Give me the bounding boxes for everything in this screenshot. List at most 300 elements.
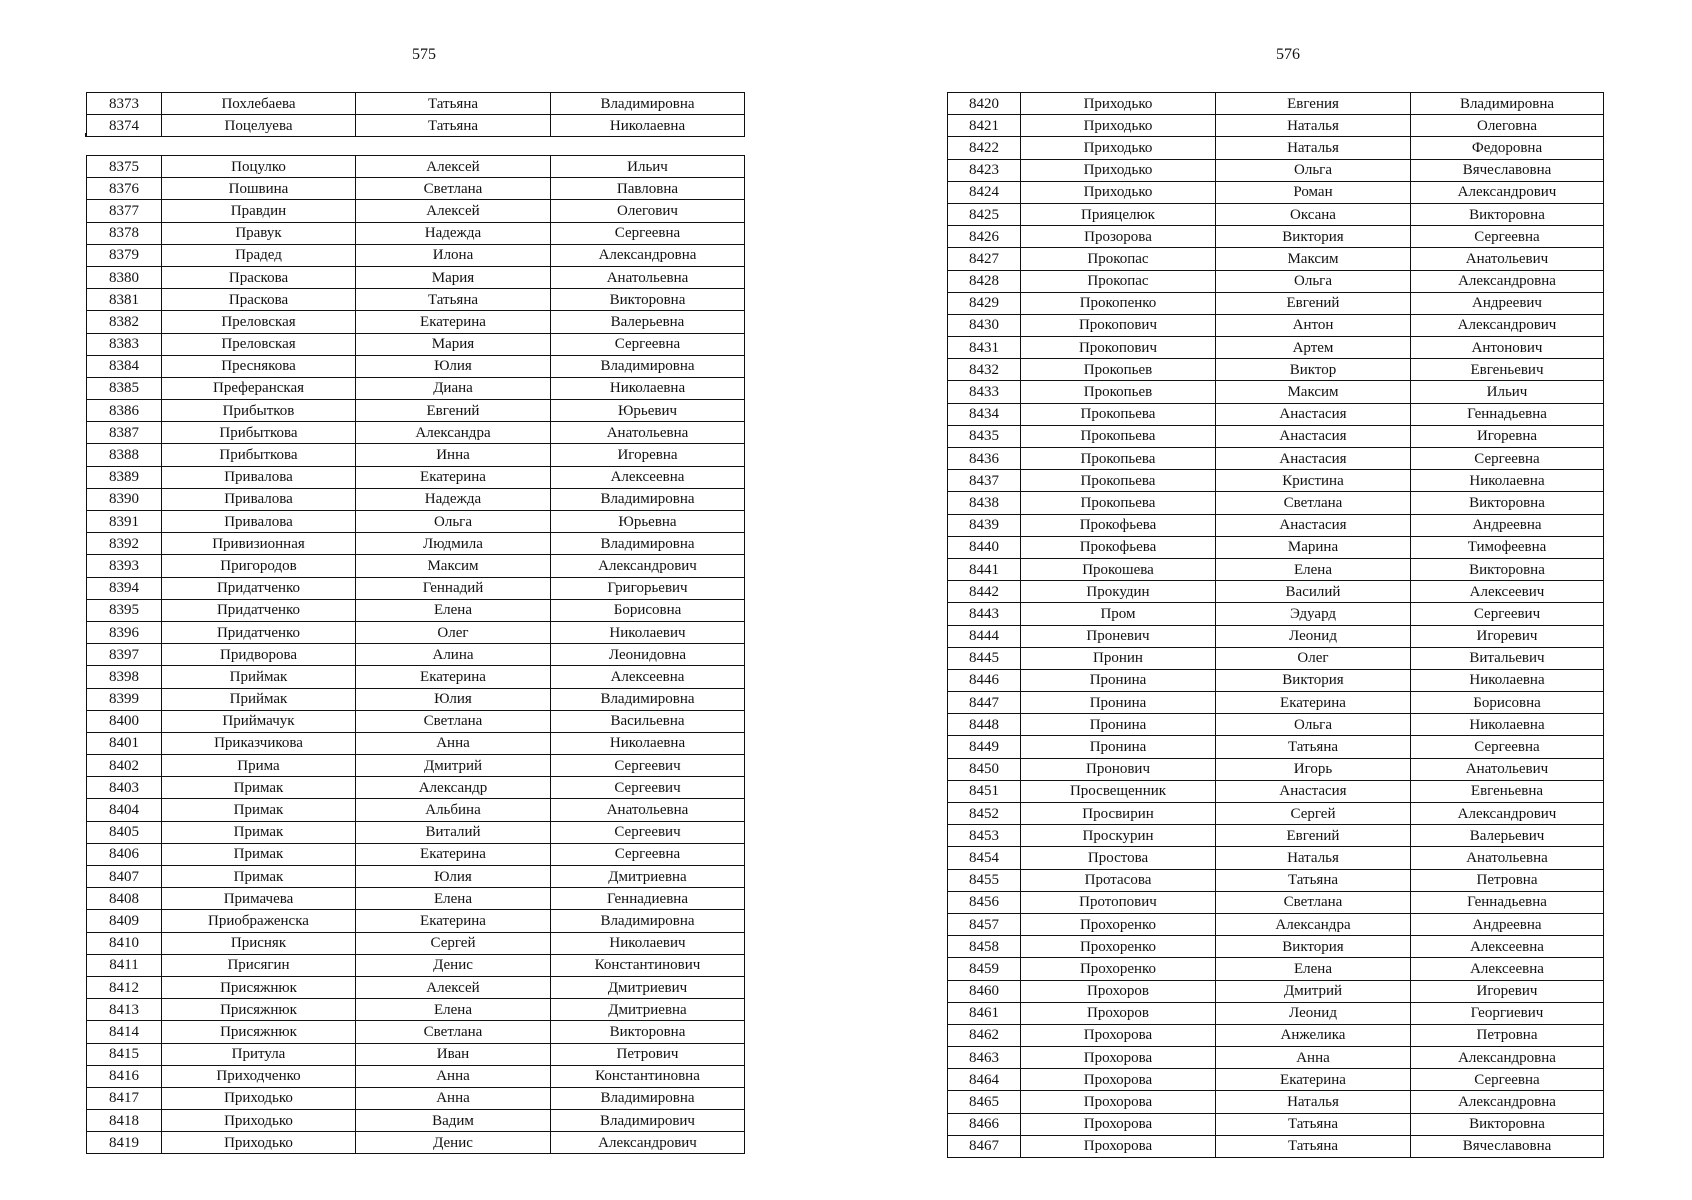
patronymic-cell: Петрович	[551, 1043, 745, 1065]
first-name-cell: Екатерина	[1216, 1069, 1411, 1091]
surname-cell: Примак	[162, 843, 356, 865]
first-name-cell: Екатерина	[356, 466, 551, 488]
record-number-cell: 8428	[948, 270, 1021, 292]
record-number-cell: 8389	[87, 466, 162, 488]
record-number-cell: 8409	[87, 910, 162, 932]
table-row	[87, 1132, 745, 1154]
record-number-cell: 8381	[87, 289, 162, 311]
surname-cell: Прибытков	[162, 400, 356, 422]
table-row	[948, 492, 1604, 514]
record-number-cell: 8393	[87, 555, 162, 577]
patronymic-cell: Владимировна	[1411, 93, 1604, 115]
patronymic-cell: Витальевич	[1411, 647, 1604, 669]
record-number-cell: 8442	[948, 581, 1021, 603]
record-number-cell: 8444	[948, 625, 1021, 647]
record-number-cell: 8386	[87, 400, 162, 422]
table-row	[948, 337, 1604, 359]
first-name-cell: Иван	[356, 1043, 551, 1065]
record-number-cell: 8421	[948, 115, 1021, 137]
first-name-cell: Олег	[356, 621, 551, 643]
first-name-cell: Алина	[356, 644, 551, 666]
record-number-cell: 8384	[87, 355, 162, 377]
table-row	[87, 999, 745, 1021]
patronymic-cell: Григорьевич	[551, 577, 745, 599]
patronymic-cell: Игоревич	[1411, 980, 1604, 1002]
table-row	[948, 714, 1604, 736]
patronymic-cell: Владимировна	[551, 93, 745, 115]
table-row	[948, 647, 1604, 669]
patronymic-cell: Константинович	[551, 954, 745, 976]
patronymic-cell: Сергеевич	[551, 755, 745, 777]
record-number-cell: 8427	[948, 248, 1021, 270]
patronymic-cell: Сергеевна	[1411, 448, 1604, 470]
table-row	[948, 1135, 1604, 1157]
table-row	[948, 359, 1604, 381]
first-name-cell: Игорь	[1216, 758, 1411, 780]
record-number-cell: 8466	[948, 1113, 1021, 1135]
surname-cell: Приймак	[162, 688, 356, 710]
surname-cell: Прокопас	[1021, 248, 1216, 270]
record-number-cell: 8420	[948, 93, 1021, 115]
surname-cell: Прокопас	[1021, 270, 1216, 292]
patronymic-cell: Антонович	[1411, 337, 1604, 359]
first-name-cell: Максим	[356, 555, 551, 577]
table-row	[948, 93, 1604, 115]
patronymic-cell: Дмитриевич	[551, 976, 745, 998]
record-number-cell: 8461	[948, 1002, 1021, 1024]
patronymic-cell: Александровна	[1411, 1091, 1604, 1113]
record-number-cell: 8430	[948, 314, 1021, 336]
record-number-cell: 8410	[87, 932, 162, 954]
table-row	[87, 289, 745, 311]
left-main-table	[86, 155, 745, 1154]
first-name-cell: Сергей	[356, 932, 551, 954]
surname-cell: Прохоренко	[1021, 936, 1216, 958]
first-name-cell: Анна	[356, 1065, 551, 1087]
record-number-cell: 8387	[87, 422, 162, 444]
record-number-cell: 8417	[87, 1087, 162, 1109]
record-number-cell: 8464	[948, 1069, 1021, 1091]
surname-cell: Протасова	[1021, 869, 1216, 891]
surname-cell: Прохоров	[1021, 1002, 1216, 1024]
table-row	[87, 599, 745, 621]
record-number-cell: 8452	[948, 803, 1021, 825]
surname-cell: Приходько	[1021, 159, 1216, 181]
surname-cell: Правук	[162, 222, 356, 244]
first-name-cell: Евгений	[1216, 292, 1411, 314]
surname-cell: Приймачук	[162, 710, 356, 732]
table-row	[948, 958, 1604, 980]
patronymic-cell: Игоревна	[1411, 425, 1604, 447]
surname-cell: Привалова	[162, 488, 356, 510]
patronymic-cell: Владимировна	[551, 1087, 745, 1109]
record-number-cell: 8451	[948, 780, 1021, 802]
surname-cell: Придатченко	[162, 599, 356, 621]
patronymic-cell: Геннадьевна	[1411, 403, 1604, 425]
surname-cell: Прокопьева	[1021, 448, 1216, 470]
record-number-cell: 8413	[87, 999, 162, 1021]
patronymic-cell: Геннадьевна	[1411, 891, 1604, 913]
patronymic-cell: Владимирович	[551, 1110, 745, 1132]
patronymic-cell: Анатольевна	[551, 266, 745, 288]
patronymic-cell: Николаевич	[551, 621, 745, 643]
surname-cell: Прохорова	[1021, 1024, 1216, 1046]
table-row	[87, 910, 745, 932]
patronymic-cell: Владимировна	[551, 910, 745, 932]
record-number-cell: 8416	[87, 1065, 162, 1087]
first-name-cell: Надежда	[356, 488, 551, 510]
surname-cell: Придворова	[162, 644, 356, 666]
patronymic-cell: Александрович	[1411, 314, 1604, 336]
patronymic-cell: Васильевна	[551, 710, 745, 732]
table-row	[87, 178, 745, 200]
record-number-cell: 8431	[948, 337, 1021, 359]
table-row	[948, 470, 1604, 492]
patronymic-cell: Сергеевна	[1411, 736, 1604, 758]
first-name-cell: Виталий	[356, 821, 551, 843]
surname-cell: Прокофьева	[1021, 536, 1216, 558]
record-number-cell: 8388	[87, 444, 162, 466]
record-number-cell: 8463	[948, 1047, 1021, 1069]
record-number-cell: 8403	[87, 777, 162, 799]
first-name-cell: Евгений	[356, 400, 551, 422]
surname-cell: Присяжнюк	[162, 999, 356, 1021]
patronymic-cell: Викторовна	[1411, 558, 1604, 580]
record-number-cell: 8439	[948, 514, 1021, 536]
first-name-cell: Анастасия	[1216, 403, 1411, 425]
patronymic-cell: Николаевна	[1411, 669, 1604, 691]
record-number-cell: 8375	[87, 156, 162, 178]
table-row	[948, 847, 1604, 869]
record-number-cell: 8394	[87, 577, 162, 599]
first-name-cell: Кристина	[1216, 470, 1411, 492]
record-number-cell: 8424	[948, 181, 1021, 203]
first-name-cell: Алексей	[356, 156, 551, 178]
table-row	[948, 558, 1604, 580]
surname-cell: Придатченко	[162, 621, 356, 643]
first-name-cell: Инна	[356, 444, 551, 466]
table-row	[948, 115, 1604, 137]
patronymic-cell: Александрович	[551, 1132, 745, 1154]
table-row	[87, 377, 745, 399]
record-number-cell: 8414	[87, 1021, 162, 1043]
patronymic-cell: Тимофеевна	[1411, 536, 1604, 558]
table-row	[87, 200, 745, 222]
table-row	[87, 422, 745, 444]
patronymic-cell: Юрьевна	[551, 511, 745, 533]
surname-cell: Праскова	[162, 289, 356, 311]
patronymic-cell: Александровна	[1411, 270, 1604, 292]
first-name-cell: Юлия	[356, 866, 551, 888]
first-name-cell: Елена	[1216, 958, 1411, 980]
patronymic-cell: Викторовна	[551, 289, 745, 311]
first-name-cell: Мария	[356, 266, 551, 288]
record-number-cell: 8432	[948, 359, 1021, 381]
record-number-cell: 8380	[87, 266, 162, 288]
record-number-cell: 8462	[948, 1024, 1021, 1046]
patronymic-cell: Александровна	[551, 244, 745, 266]
surname-cell: Прокопьева	[1021, 425, 1216, 447]
patronymic-cell: Евгеньевич	[1411, 359, 1604, 381]
patronymic-cell: Анатольевна	[551, 799, 745, 821]
table-row	[87, 156, 745, 178]
surname-cell: Прокофьева	[1021, 514, 1216, 536]
first-name-cell: Наталья	[1216, 137, 1411, 159]
surname-cell: Привалова	[162, 466, 356, 488]
record-number-cell: 8377	[87, 200, 162, 222]
first-name-cell: Светлана	[356, 710, 551, 732]
first-name-cell: Ольга	[1216, 714, 1411, 736]
patronymic-cell: Анатольевна	[1411, 847, 1604, 869]
table-row	[87, 888, 745, 910]
first-name-cell: Юлия	[356, 688, 551, 710]
first-name-cell: Наталья	[1216, 847, 1411, 869]
table-row	[948, 736, 1604, 758]
surname-cell: Прохоров	[1021, 980, 1216, 1002]
first-name-cell: Анастасия	[1216, 448, 1411, 470]
patronymic-cell: Андреевич	[1411, 292, 1604, 314]
patronymic-cell: Олегович	[551, 200, 745, 222]
first-name-cell: Анастасия	[1216, 780, 1411, 802]
record-number-cell: 8454	[948, 847, 1021, 869]
surname-cell: Пригородов	[162, 555, 356, 577]
first-name-cell: Анна	[356, 1087, 551, 1109]
first-name-cell: Татьяна	[356, 115, 551, 137]
table-row	[87, 843, 745, 865]
patronymic-cell: Александрович	[551, 555, 745, 577]
table-row	[87, 866, 745, 888]
surname-cell: Прияцелюк	[1021, 203, 1216, 225]
table-row	[87, 777, 745, 799]
surname-cell: Примак	[162, 777, 356, 799]
record-number-cell: 8398	[87, 666, 162, 688]
first-name-cell: Максим	[1216, 248, 1411, 270]
first-name-cell: Илона	[356, 244, 551, 266]
first-name-cell: Татьяна	[356, 289, 551, 311]
table-row	[948, 669, 1604, 691]
record-number-cell: 8438	[948, 492, 1021, 514]
first-name-cell: Алексей	[356, 200, 551, 222]
table-row	[87, 644, 745, 666]
table-row	[948, 758, 1604, 780]
first-name-cell: Анжелика	[1216, 1024, 1411, 1046]
first-name-cell: Екатерина	[356, 666, 551, 688]
surname-cell: Пронин	[1021, 647, 1216, 669]
table-row	[87, 333, 745, 355]
record-number-cell: 8449	[948, 736, 1021, 758]
surname-cell: Приходько	[162, 1087, 356, 1109]
patronymic-cell: Николаевна	[1411, 470, 1604, 492]
table-row	[87, 266, 745, 288]
record-number-cell: 8448	[948, 714, 1021, 736]
patronymic-cell: Алексеевна	[1411, 958, 1604, 980]
record-number-cell: 8423	[948, 159, 1021, 181]
first-name-cell: Татьяна	[1216, 1135, 1411, 1157]
surname-cell: Проневич	[1021, 625, 1216, 647]
surname-cell: Приходько	[162, 1132, 356, 1154]
first-name-cell: Эдуард	[1216, 603, 1411, 625]
record-number-cell: 8429	[948, 292, 1021, 314]
first-name-cell: Екатерина	[356, 910, 551, 932]
record-number-cell: 8459	[948, 958, 1021, 980]
surname-cell: Примак	[162, 799, 356, 821]
table-row	[948, 1091, 1604, 1113]
record-number-cell: 8379	[87, 244, 162, 266]
table-row	[87, 1021, 745, 1043]
surname-cell: Придатченко	[162, 577, 356, 599]
record-number-cell: 8446	[948, 669, 1021, 691]
record-number-cell: 8465	[948, 1091, 1021, 1113]
table-row	[948, 403, 1604, 425]
record-number-cell: 8385	[87, 377, 162, 399]
surname-cell: Присняк	[162, 932, 356, 954]
table-row	[87, 555, 745, 577]
patronymic-cell: Валерьевич	[1411, 825, 1604, 847]
patronymic-cell: Андреевна	[1411, 514, 1604, 536]
table-row	[87, 666, 745, 688]
patronymic-cell: Евгеньевна	[1411, 780, 1604, 802]
patronymic-cell: Сергеевич	[1411, 603, 1604, 625]
record-number-cell: 8436	[948, 448, 1021, 470]
table-row	[948, 514, 1604, 536]
first-name-cell: Антон	[1216, 314, 1411, 336]
first-name-cell: Олег	[1216, 647, 1411, 669]
first-name-cell: Виктория	[1216, 936, 1411, 958]
patronymic-cell: Николаевна	[551, 732, 745, 754]
table-row	[948, 913, 1604, 935]
surname-cell: Пром	[1021, 603, 1216, 625]
first-name-cell: Людмила	[356, 533, 551, 555]
record-number-cell: 8373	[87, 93, 162, 115]
surname-cell: Приходько	[1021, 93, 1216, 115]
table-row	[87, 533, 745, 555]
table-row	[87, 1065, 745, 1087]
patronymic-cell: Николаевна	[551, 377, 745, 399]
table-row	[87, 1110, 745, 1132]
first-name-cell: Алексей	[356, 976, 551, 998]
table-row	[948, 137, 1604, 159]
page-number-left: 575	[412, 46, 436, 63]
surname-cell: Прокопович	[1021, 314, 1216, 336]
record-number-cell: 8399	[87, 688, 162, 710]
first-name-cell: Денис	[356, 954, 551, 976]
surname-cell: Примачева	[162, 888, 356, 910]
surname-cell: Привалова	[162, 511, 356, 533]
surname-cell: Приходько	[162, 1110, 356, 1132]
patronymic-cell: Вячеславовна	[1411, 1135, 1604, 1157]
surname-cell: Прохорова	[1021, 1113, 1216, 1135]
first-name-cell: Екатерина	[356, 843, 551, 865]
table-row	[87, 932, 745, 954]
record-number-cell: 8419	[87, 1132, 162, 1154]
patronymic-cell: Вячеславовна	[1411, 159, 1604, 181]
surname-cell: Прокопьев	[1021, 359, 1216, 381]
surname-cell: Преснякова	[162, 355, 356, 377]
table-row	[948, 314, 1604, 336]
surname-cell: Прохорова	[1021, 1135, 1216, 1157]
first-name-cell: Надежда	[356, 222, 551, 244]
first-name-cell: Геннадий	[356, 577, 551, 599]
surname-cell: Прокопьев	[1021, 381, 1216, 403]
first-name-cell: Наталья	[1216, 115, 1411, 137]
left-top-table	[86, 92, 745, 137]
table-row	[948, 581, 1604, 603]
first-name-cell: Александра	[356, 422, 551, 444]
surname-cell: Присягин	[162, 954, 356, 976]
table-row	[948, 181, 1604, 203]
patronymic-cell: Геннадиевна	[551, 888, 745, 910]
patronymic-cell: Алексеевна	[551, 666, 745, 688]
surname-cell: Приходько	[1021, 137, 1216, 159]
patronymic-cell: Валерьевна	[551, 311, 745, 333]
surname-cell: Приказчикова	[162, 732, 356, 754]
record-number-cell: 8405	[87, 821, 162, 843]
table-row	[87, 444, 745, 466]
surname-cell: Прохорова	[1021, 1069, 1216, 1091]
table-row	[948, 603, 1604, 625]
surname-cell: Прима	[162, 755, 356, 777]
surname-cell: Привизионная	[162, 533, 356, 555]
patronymic-cell: Александрович	[1411, 803, 1604, 825]
record-number-cell: 8457	[948, 913, 1021, 935]
record-number-cell: 8411	[87, 954, 162, 976]
table-row	[87, 710, 745, 732]
patronymic-cell: Дмитриевна	[551, 999, 745, 1021]
table-row	[87, 577, 745, 599]
table-row	[948, 625, 1604, 647]
record-number-cell: 8401	[87, 732, 162, 754]
surname-cell: Правдин	[162, 200, 356, 222]
surname-cell: Пронович	[1021, 758, 1216, 780]
surname-cell: Прибыткова	[162, 422, 356, 444]
record-number-cell: 8460	[948, 980, 1021, 1002]
patronymic-cell: Юрьевич	[551, 400, 745, 422]
record-number-cell: 8467	[948, 1135, 1021, 1157]
surname-cell: Приймак	[162, 666, 356, 688]
surname-cell: Прокопьева	[1021, 403, 1216, 425]
patronymic-cell: Сергеевна	[551, 222, 745, 244]
patronymic-cell: Петровна	[1411, 1024, 1604, 1046]
surname-cell: Преферанская	[162, 377, 356, 399]
record-number-cell: 8390	[87, 488, 162, 510]
patronymic-cell: Анатольевна	[551, 422, 745, 444]
record-number-cell: 8435	[948, 425, 1021, 447]
table-row	[948, 226, 1604, 248]
surname-cell: Пронина	[1021, 736, 1216, 758]
record-number-cell: 8437	[948, 470, 1021, 492]
first-name-cell: Екатерина	[356, 311, 551, 333]
patronymic-cell: Александрович	[1411, 181, 1604, 203]
page-number-right: 576	[1276, 46, 1300, 63]
patronymic-cell: Игоревна	[551, 444, 745, 466]
table-break-divider	[86, 136, 744, 137]
table-row	[948, 270, 1604, 292]
table-row	[948, 1002, 1604, 1024]
table-row	[948, 825, 1604, 847]
first-name-cell: Леонид	[1216, 1002, 1411, 1024]
first-name-cell: Елена	[1216, 558, 1411, 580]
surname-cell: Праскова	[162, 266, 356, 288]
patronymic-cell: Сергеевна	[1411, 1069, 1604, 1091]
table-row	[87, 93, 745, 115]
table-row	[948, 692, 1604, 714]
patronymic-cell: Анатольевич	[1411, 248, 1604, 270]
record-number-cell: 8425	[948, 203, 1021, 225]
record-number-cell: 8455	[948, 869, 1021, 891]
patronymic-cell: Викторовна	[551, 1021, 745, 1043]
table-row	[87, 466, 745, 488]
table-row	[87, 621, 745, 643]
